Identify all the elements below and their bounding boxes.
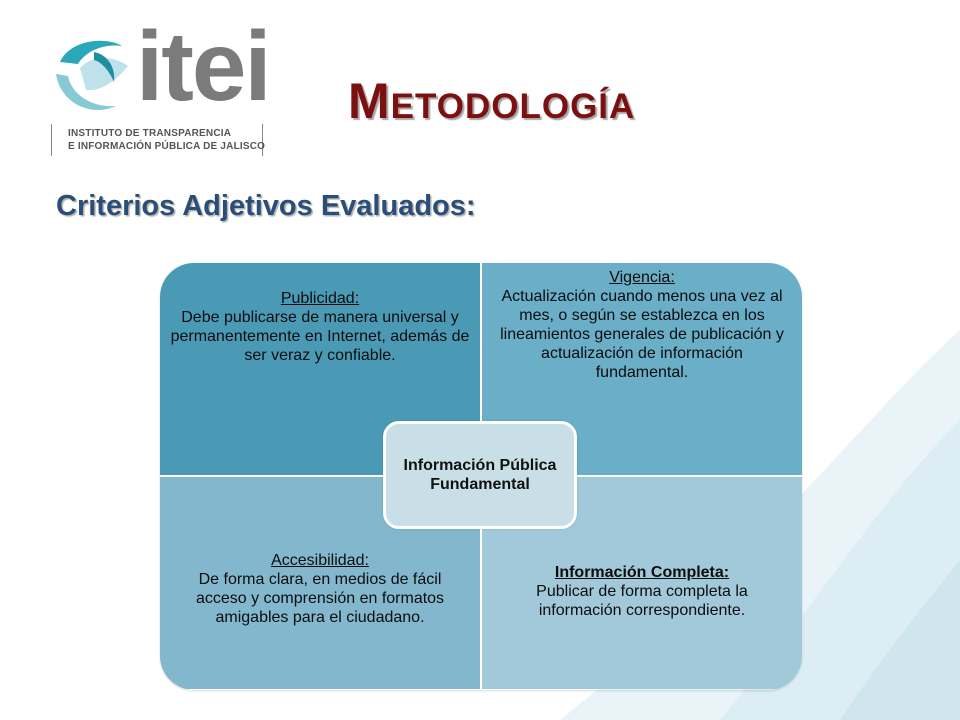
itei-logo <box>40 11 270 163</box>
quadrant-heading: Vigencia: <box>609 269 675 286</box>
slide-subtitle: Criterios Adjetivos Evaluados: <box>56 190 476 222</box>
quadrant-body: Publicar de forma completa la información correspondiente. <box>536 583 748 619</box>
quadrant-body: Debe publicarse de manera universal y permanentemente en Internet, además de ser veraz y confiable. <box>170 309 470 364</box>
slide-title: Metodología <box>348 73 636 129</box>
quadrant-body: Actualización cuando menos una vez al mes, o según se establezca en los lineamientos generales de publicación y actualización de información fundamental. <box>500 288 784 381</box>
quadrant-heading: Accesibilidad: <box>271 552 369 569</box>
logo-subtitle-line2: E INFORMACIÓN PÚBLICA DE JALISCO <box>68 141 266 152</box>
center-label: Información Pública Fundamental <box>383 421 577 529</box>
itei-wordmark: itei <box>136 11 270 121</box>
itei-swirl-logo-icon <box>50 32 136 118</box>
quadrant-heading: Información Completa: <box>554 564 730 581</box>
quadrant-body: De forma clara, en medios de fácil acceso y comprensión en formatos amigables para el ciudadano. <box>195 571 445 626</box>
quadrant-heading: Publicidad: <box>280 290 360 307</box>
logo-subtitle-line1: INSTITUTO DE TRANSPARENCIA <box>68 128 232 139</box>
